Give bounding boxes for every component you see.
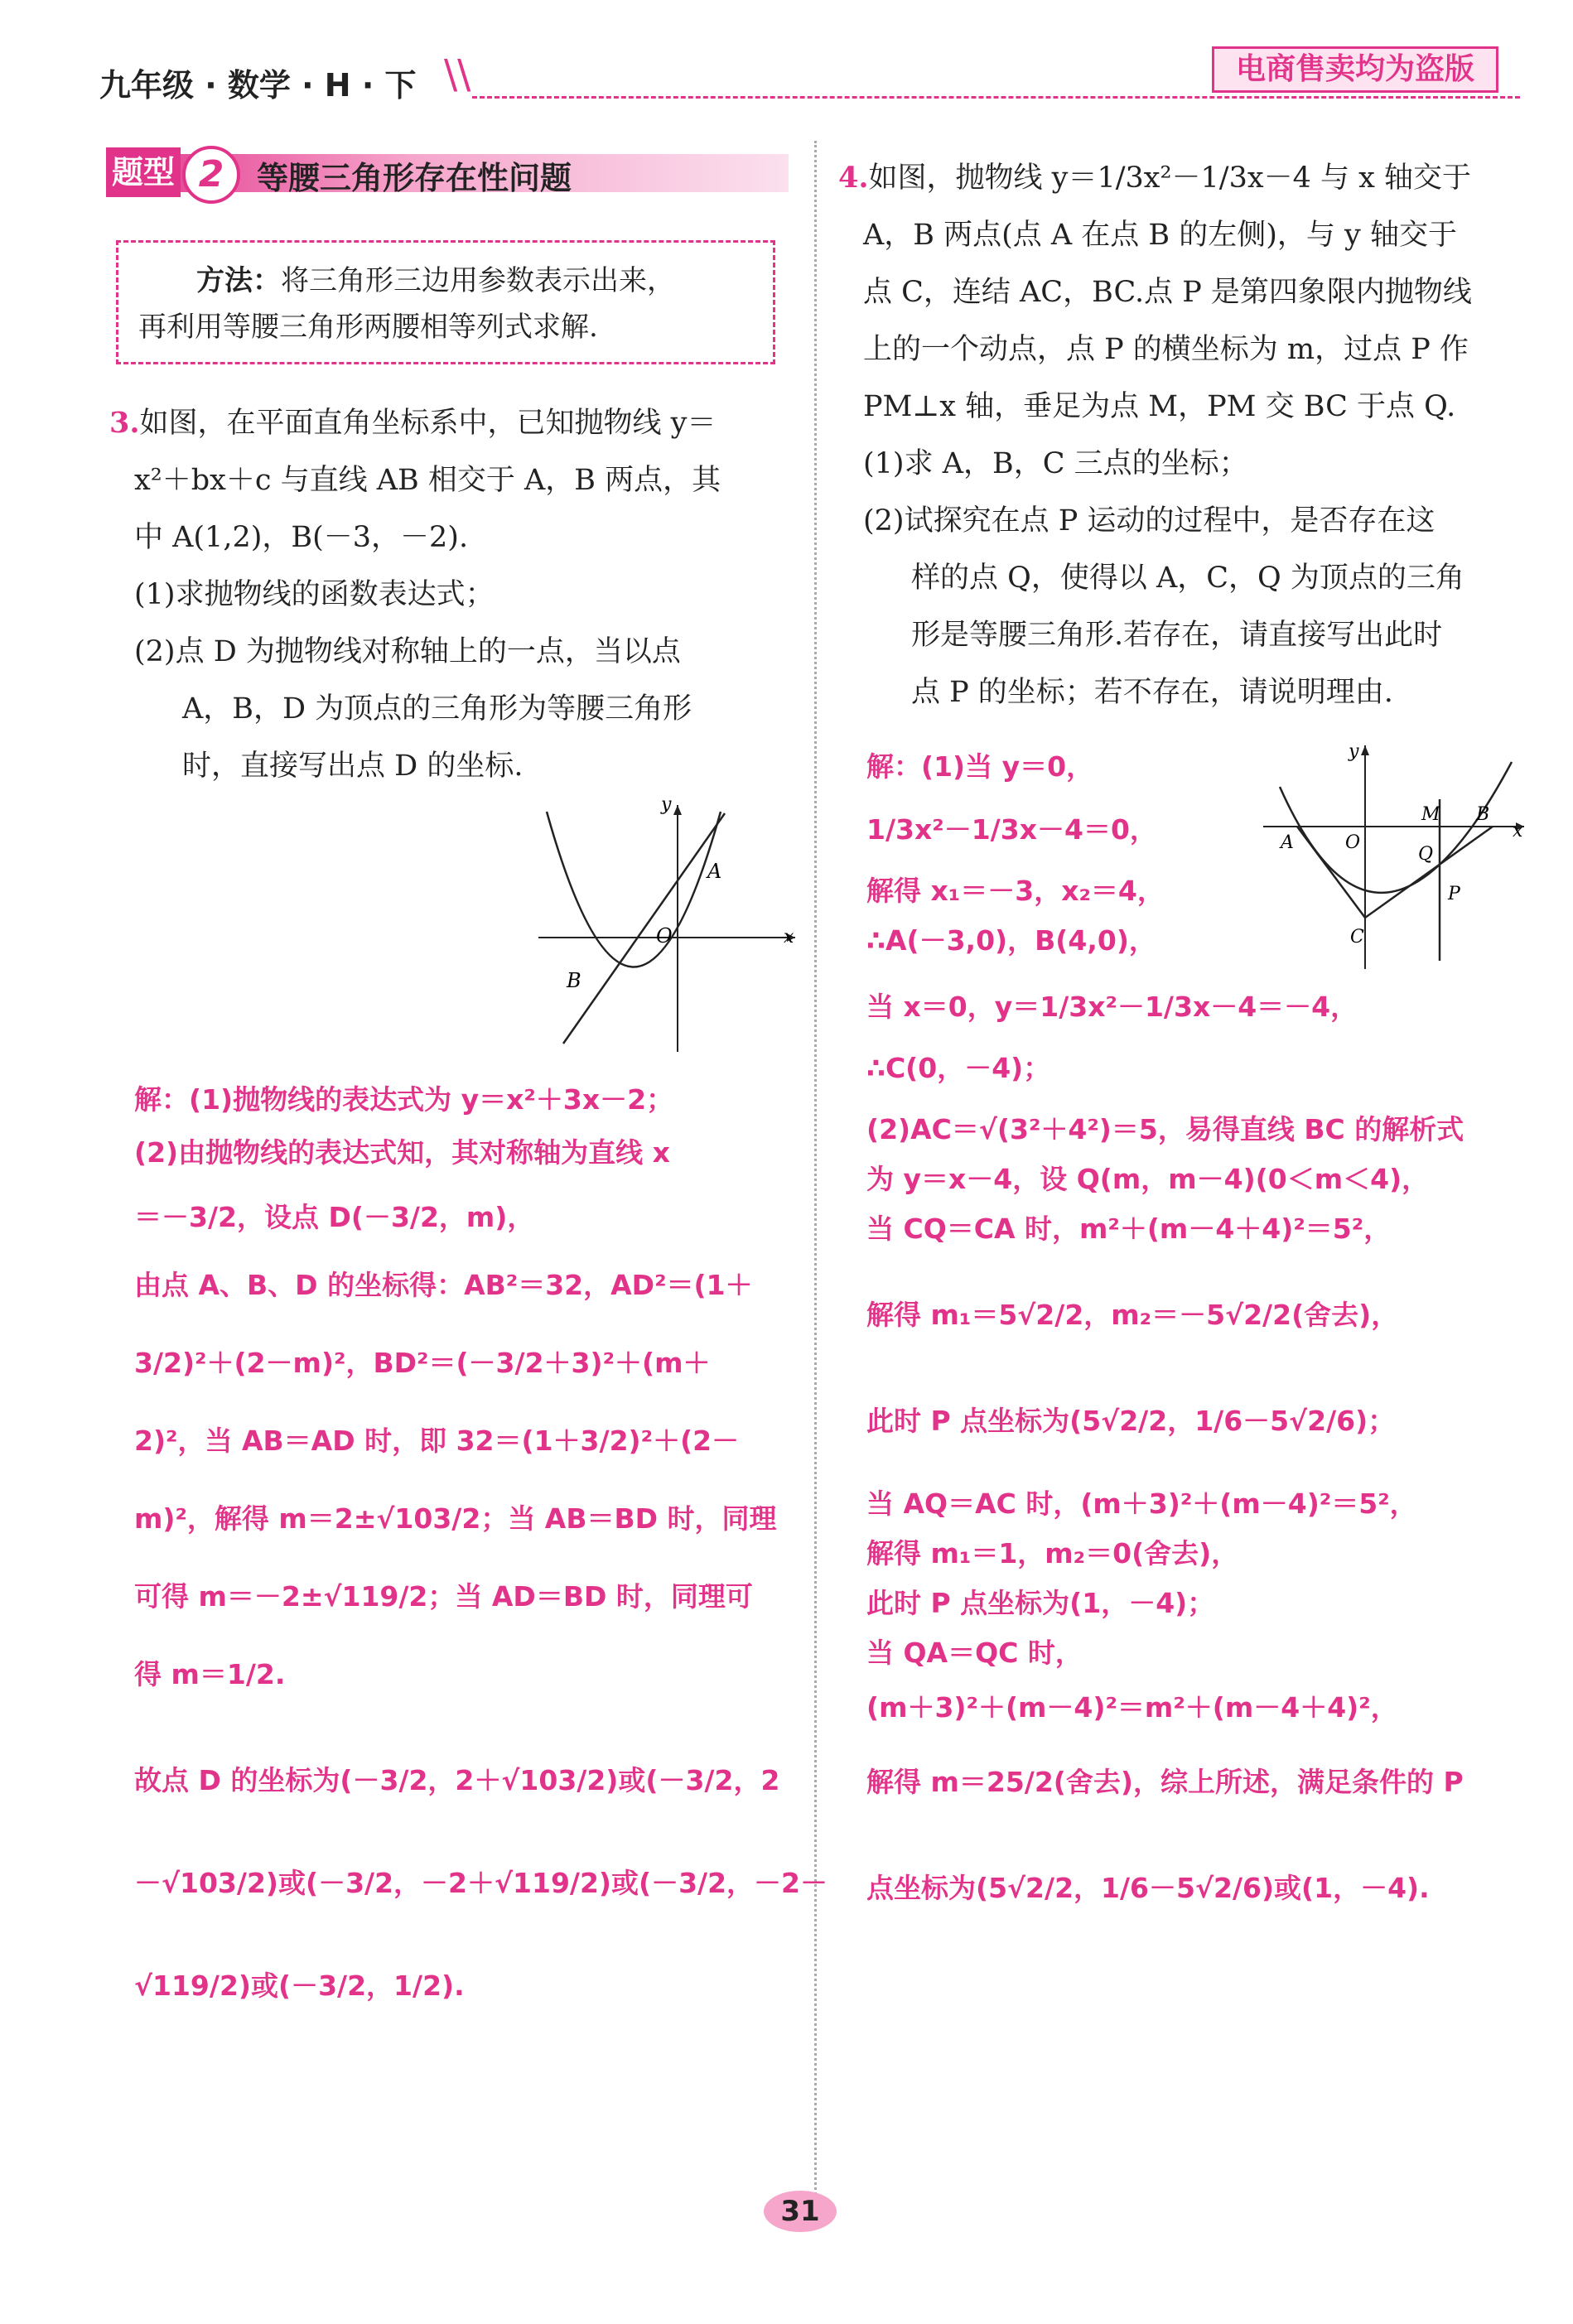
q4-solution-line: 当 CQ＝CA 时，m²＋(m－4＋4)²＝5²， xyxy=(866,1213,1392,1245)
q3-solution-line: m)²，解得 m＝2±√103/2；当 AB＝BD 时，同理 xyxy=(134,1502,777,1535)
q3-line-ab xyxy=(563,813,725,1044)
q3-solution-line: 故点 D 的坐标为(－3/2，2＋√103/2)或(－3/2，2 xyxy=(134,1764,780,1796)
q4-solution-line: (m＋3)²＋(m－4)²＝m²＋(m－4＋4)²， xyxy=(866,1691,1398,1724)
q4-solution-line: 1/3x²－1/3x－4＝0， xyxy=(866,813,1157,846)
question-4-line: A，B 两点(点 A 在点 B 的左侧)，与 y 轴交于 xyxy=(863,219,1457,252)
q3-solution-line: －√103/2)或(－3/2，－2＋√119/2)或(－3/2，－2－ xyxy=(134,1867,828,1899)
question-3-line: A，B，D 为顶点的三角形为等腰三角形 xyxy=(182,692,692,726)
header-dashed-rule xyxy=(472,96,1520,99)
question-4-solution xyxy=(866,742,1464,1913)
topic-tag: 题型 xyxy=(106,147,181,197)
q4-label-o: O xyxy=(1345,832,1361,853)
q4-solution-line: 解得 m＝25/2(舍去)，综上所述，满足条件的 P xyxy=(866,1766,1464,1798)
q4-solution-line: ∴A(－3,0)，B(4,0)， xyxy=(866,924,1156,957)
question-3-number: 3. xyxy=(109,406,140,440)
header-anti-piracy-notice: 电商售卖均为盗版 xyxy=(1212,46,1498,93)
question-3-solution xyxy=(134,1073,828,2013)
question-4-line: (2)试探究在点 P 运动的过程中，是否存在这 xyxy=(863,504,1435,538)
method-line-1: 将三角形三边用参数表示出来， xyxy=(281,264,675,297)
question-4-line: 上的一个动点，点 P 的横坐标为 m，过点 P 作 xyxy=(863,333,1469,366)
q4-solution-line: 此时 P 点坐标为(5√2/2，1/6－5√2/6)； xyxy=(866,1405,1396,1437)
header-slashes: \\ xyxy=(444,51,471,98)
q4-label-a: A xyxy=(1281,832,1294,853)
q3-label-b: B xyxy=(567,969,581,992)
topic-number: 2 xyxy=(182,146,240,204)
q3-label-y: y xyxy=(661,795,672,815)
question-3-line: 如图，在平面直角坐标系中，已知抛物线 y＝ xyxy=(139,407,717,440)
q3-label-o: O xyxy=(656,924,673,947)
question-3-line: 时，直接写出点 D 的坐标. xyxy=(182,750,524,783)
q3-solution-line: 3/2)²＋(2－m)²，BD²＝(－3/2＋3)²＋(m＋ xyxy=(134,1347,711,1379)
q3-y-axis-arrow xyxy=(673,805,682,815)
q3-solution-line: √119/2)或(－3/2，1/2). xyxy=(134,1970,465,2002)
q4-label-b: B xyxy=(1476,804,1490,825)
question-4-line: PM⊥x 轴，垂足为点 M，PM 交 BC 于点 Q. xyxy=(863,390,1456,423)
question-4 xyxy=(838,149,1472,721)
question-3-line: 中 A(1,2)，B(－3，－2). xyxy=(134,521,469,554)
q3-label-a: A xyxy=(707,860,722,883)
q4-label-y: y xyxy=(1349,741,1359,762)
topic-banner xyxy=(106,147,789,195)
q4-solution-line: 当 x＝0，y＝1/3x²－1/3x－4＝－4， xyxy=(866,991,1358,1023)
q3-solution-line: 2)²，当 AB＝AD 时，即 32＝(1＋3/2)²＋(2－ xyxy=(134,1425,740,1457)
question-3 xyxy=(109,394,721,795)
q4-label-m: M xyxy=(1421,804,1440,825)
q3-solution-line: 由点 A、B、D 的坐标得：AB²＝32，AD²＝(1＋ xyxy=(134,1269,753,1301)
q3-label-x: x xyxy=(784,927,794,947)
question-4-line: 如图，抛物线 y＝1/3x²－1/3x－4 与 x 轴交于 xyxy=(868,162,1471,195)
q3-solution-line: 得 m＝1/2. xyxy=(134,1658,286,1690)
q3-solution-line: ＝－3/2，设点 D(－3/2，m)， xyxy=(134,1201,535,1233)
q4-label-p: P xyxy=(1448,884,1460,904)
method-line-2: 再利用等腰三角形两腰相等列式求解. xyxy=(138,311,598,344)
q4-solution-line: 此时 P 点坐标为(1，－4)； xyxy=(866,1587,1215,1619)
q4-solution-line: 为 y＝x－4，设 Q(m，m－4)(0＜m＜4)， xyxy=(866,1163,1430,1195)
q3-solution-line: 解：(1)抛物线的表达式为 y＝x²＋3x－2； xyxy=(134,1083,674,1116)
question-3-line: (1)求抛物线的函数表达式； xyxy=(134,578,495,611)
question-4-line: 点 P 的坐标；若不存在，请说明理由. xyxy=(911,676,1393,709)
q4-solution-line: 解得 x₁＝－3，x₂＝4， xyxy=(866,875,1165,907)
topic-title: 等腰三角形存在性问题 xyxy=(257,160,572,196)
question-3-line: (2)点 D 为抛物线对称轴上的一点，当以点 xyxy=(134,635,681,668)
question-4-line: 形是等腰三角形.若存在，请直接写出此时 xyxy=(911,619,1443,652)
question-4-line: (1)求 A，B，C 三点的坐标； xyxy=(863,447,1248,480)
question-4-line: 点 C，连结 AC，BC.点 P 是第四象限内抛物线 xyxy=(863,276,1472,309)
q4-label-q: Q xyxy=(1418,844,1434,865)
method-label: 方法： xyxy=(196,264,281,297)
q3-solution-line: 可得 m＝－2±√119/2；当 AD＝BD 时，同理可 xyxy=(134,1580,753,1613)
q4-solution-line: ∴C(0，－4)； xyxy=(866,1052,1051,1084)
q4-solution-line: (2)AC＝√(3²＋4²)＝5，易得直线 BC 的解析式 xyxy=(866,1113,1464,1145)
q4-solution-line: 解得 m₁＝5√2/2，m₂＝－5√2/2(舍去)， xyxy=(866,1299,1399,1331)
question-4-number: 4. xyxy=(838,161,869,195)
q4-solution-line: 点坐标为(5√2/2，1/6－5√2/6)或(1，－4). xyxy=(866,1872,1430,1904)
question-3-graph xyxy=(530,795,803,1060)
q4-label-x: x xyxy=(1513,821,1523,841)
header-grade-subject: 九年级 · 数学 · H · 下 xyxy=(99,67,417,104)
q4-solution-line: 解得 m₁＝1，m₂＝0(舍去)， xyxy=(866,1537,1239,1569)
method-box xyxy=(116,240,775,364)
q4-solution-line: 当 QA＝QC 时， xyxy=(866,1637,1083,1669)
q4-solution-line: 当 AQ＝AC 时，(m＋3)²＋(m－4)²＝5²， xyxy=(866,1487,1417,1520)
question-3-line: x²＋bx＋c 与直线 AB 相交于 A，B 两点，其 xyxy=(134,464,721,497)
q3-solution-line: (2)由抛物线的表达式知，其对称轴为直线 x xyxy=(134,1136,670,1169)
question-4-line: 样的点 Q，使得以 A，C，Q 为顶点的三角 xyxy=(911,562,1464,595)
page-number: 31 xyxy=(764,2191,837,2232)
q4-solution-line: 解：(1)当 y＝0， xyxy=(866,750,1094,783)
q4-label-c: C xyxy=(1350,927,1364,947)
